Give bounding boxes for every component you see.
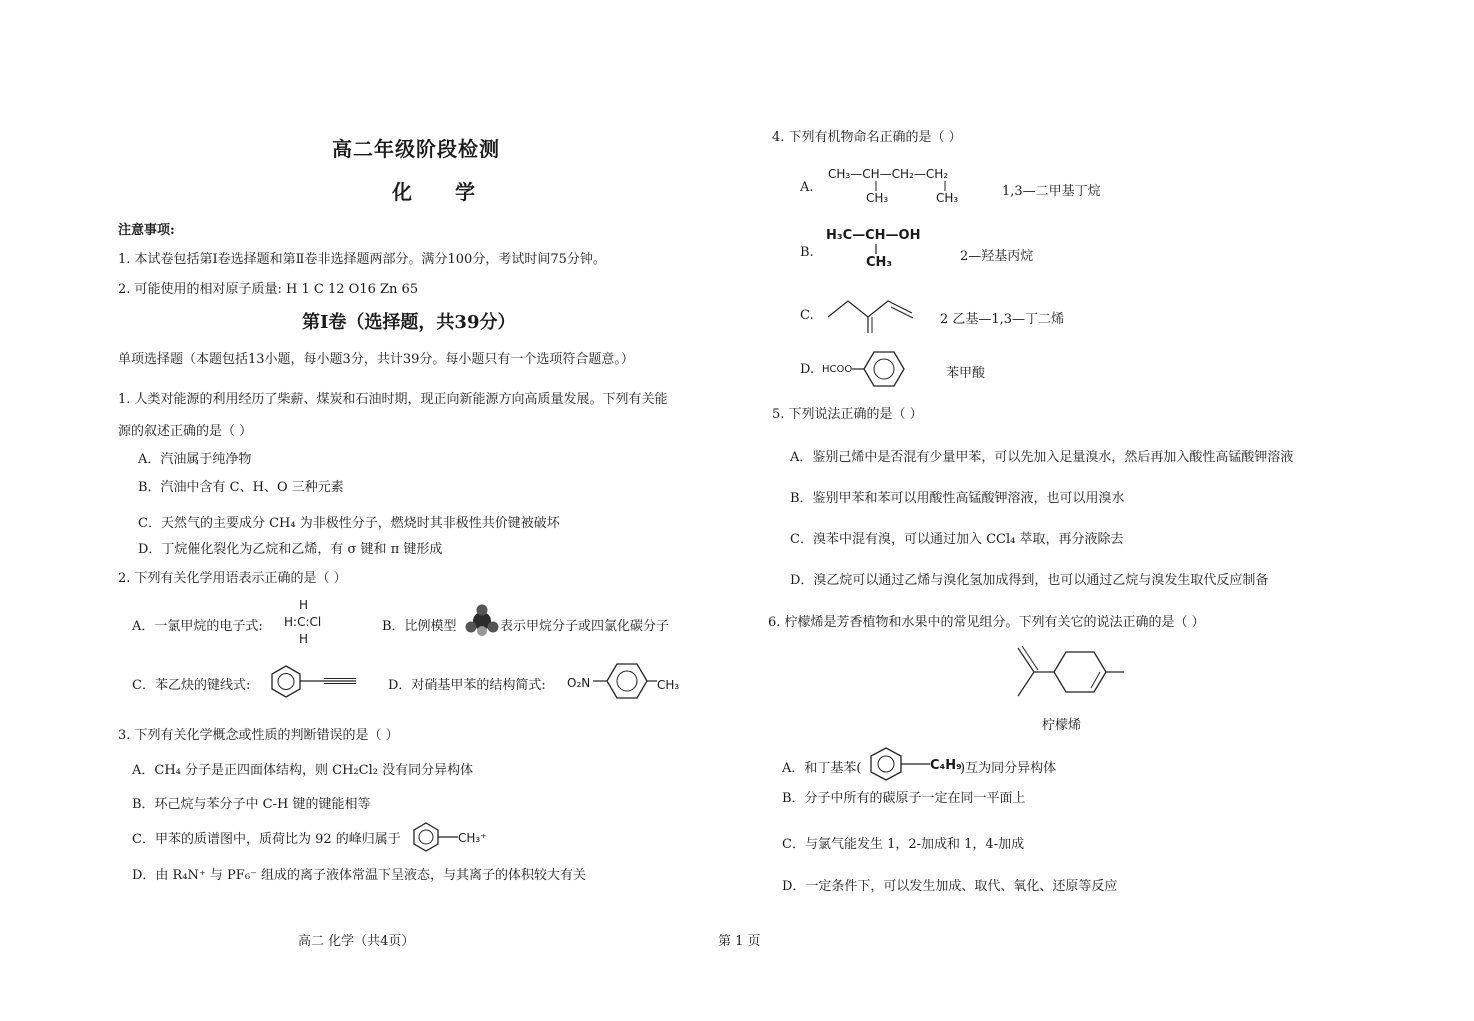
- notice-item-1: 1. 本试卷包括第Ⅰ卷选择题和第Ⅱ卷非选择题两部分。满分100分，考试时间75分钟。: [118, 252, 606, 267]
- q4-a-name: 1,3—二甲基丁烷: [1002, 184, 1101, 199]
- q5-stem: 5. 下列说法正确的是（ ）: [772, 407, 923, 422]
- q1-option-b: B．汽油中含有 C、H、O 三种元素: [138, 480, 344, 495]
- q4-a-main-chain: CH₃—CH—CH₂—CH₂: [828, 167, 949, 181]
- q6-option-a: A．和丁基苯(: [782, 761, 862, 776]
- phenylacetylene-structure: [268, 664, 360, 698]
- q4-b-sub: CH₃: [866, 255, 893, 270]
- q4-b-main-chain: H₃C—CH—OH: [826, 228, 921, 243]
- q5-option-c: C．溴苯中混有溴，可以通过加入 CCl₄ 萃取，再分液除去: [790, 532, 1124, 547]
- q5-option-d: D．溴乙烷可以通过乙烯与溴化氢加成得到，也可以通过乙烷与溴发生取代反应制备: [790, 573, 1269, 588]
- q2-stem: 2. 下列有关化学用语表示正确的是（ ）: [118, 571, 347, 586]
- p-nitrotoluene-structure: [593, 662, 661, 700]
- q4-option-c: C.: [800, 308, 814, 323]
- q2-a-formula-bottom: H: [299, 632, 309, 646]
- q2-a-formula-middle: H:C:Cl: [284, 615, 322, 629]
- space-filling-model-icon: [462, 604, 502, 638]
- q2-option-d: D．对硝基甲苯的结构简式:: [388, 678, 546, 693]
- footer-page-number: 第 1 页: [718, 934, 761, 949]
- q4-option-d: D.: [800, 362, 815, 377]
- q2-option-b-tail: 表示甲烷分子或四氯化碳分子: [500, 619, 670, 634]
- q4-d-name: 苯甲酸: [946, 366, 986, 381]
- q1-option-a: A．汽油属于纯净物: [138, 452, 252, 467]
- q6-option-b: B．分子中所有的碳原子一定在同一平面上: [782, 791, 1026, 806]
- q4-option-b: B.: [800, 245, 814, 260]
- q2-d-right-group: CH₃: [657, 678, 680, 692]
- q4-b-name: 2—羟基丙烷: [960, 249, 1034, 264]
- footer-left: 高二 化学（共4页）: [298, 934, 415, 949]
- section-title: 第Ⅰ卷（选择题，共39分）: [302, 312, 516, 333]
- q6-option-c: C．与氯气能发生 1，2-加成和 1，4-加成: [782, 837, 1025, 852]
- q6-option-a-tail: )互为同分异构体: [960, 761, 1057, 776]
- q3-option-a: A．CH₄ 分子是正四面体结构，则 CH₂Cl₂ 没有同分异构体: [132, 763, 474, 778]
- limonene-structure: [998, 644, 1128, 704]
- exam-title: 高二年级阶段检测: [332, 137, 500, 161]
- q1-option-d: D．丁烷催化裂化为乙烷和乙烯，有 σ 键和 π 键形成: [138, 542, 443, 557]
- q4-a-sub1: CH₃: [866, 191, 889, 205]
- q6-option-d: D．一定条件下，可以发生加成、取代、氧化、还原等反应: [782, 879, 1118, 894]
- q4-c-name: 2 乙基—1,3—丁二烯: [940, 312, 1065, 327]
- q4-option-a: A.: [800, 180, 814, 195]
- methylbenzene-cation-structure: [414, 822, 462, 852]
- q1-stem-line1: 1. 人类对能源的利用经历了柴薪、煤炭和石油时期，现正向新能源方向高质量发展。下列有关能: [118, 392, 668, 407]
- q2-d-left-group: O₂N: [567, 676, 591, 690]
- q3-option-d: D．由 R₄N⁺ 与 PF₆⁻ 组成的离子液体常温下呈液态，与其离子的体积较大有关: [132, 868, 587, 883]
- q6-caption: 柠檬烯: [1042, 718, 1082, 733]
- q6-stem: 6. 柠檬烯是芳香植物和水果中的常见组分。下列有关它的说法正确的是（ ）: [768, 615, 1205, 630]
- q4-a-sub2: CH₃: [936, 191, 959, 205]
- q3-c-label: CH₃⁺: [458, 831, 487, 845]
- q6-a-group: C₄H₉: [930, 758, 962, 773]
- q4-d-group: HCOO: [822, 364, 853, 375]
- q3-option-b: B．环己烷与苯分子中 C-H 键的键能相等: [132, 797, 371, 812]
- q3-option-c: C．甲苯的质谱图中，质荷比为 92 的峰归属于: [132, 832, 401, 847]
- q2-option-b: B．比例模型: [382, 619, 457, 634]
- phenyl-formate-structure: [852, 350, 912, 388]
- q2-option-c: C．苯乙炔的键线式:: [132, 678, 251, 693]
- q5-option-b: B．鉴别甲苯和苯可以用酸性高锰酸钾溶液，也可以用溴水: [790, 491, 1125, 506]
- q2-option-a: A．一氯甲烷的电子式:: [132, 619, 263, 634]
- notice-heading: 注意事项:: [118, 223, 175, 238]
- q1-stem-line2: 源的叙述正确的是（ ）: [118, 424, 253, 439]
- q3-stem: 3. 下列有关化学概念或性质的判断错误的是（ ）: [118, 728, 399, 743]
- butylbenzene-structure: [868, 747, 932, 781]
- 2-ethyl-butadiene-structure: [826, 293, 922, 335]
- q2-a-formula-top: H: [299, 598, 309, 612]
- notice-item-2: 2. 可能使用的相对原子质量: H 1 C 12 O16 Zn 65: [118, 282, 419, 297]
- section-instruction: 单项选择题（本题包括13小题，每小题3分，共计39分。每小题只有一个选项符合题意。）: [118, 352, 634, 367]
- q1-option-c: C．天然气的主要成分 CH₄ 为非极性分子，燃烧时其非极性共价键被破坏: [138, 516, 560, 531]
- q4-stem: 4. 下列有机物命名正确的是（ ）: [772, 130, 962, 145]
- subject-title: 化 学: [392, 180, 493, 204]
- q5-option-a: A．鉴别己烯中是否混有少量甲苯，可以先加入足量溴水，然后再加入酸性高锰酸钾溶液: [790, 450, 1294, 465]
